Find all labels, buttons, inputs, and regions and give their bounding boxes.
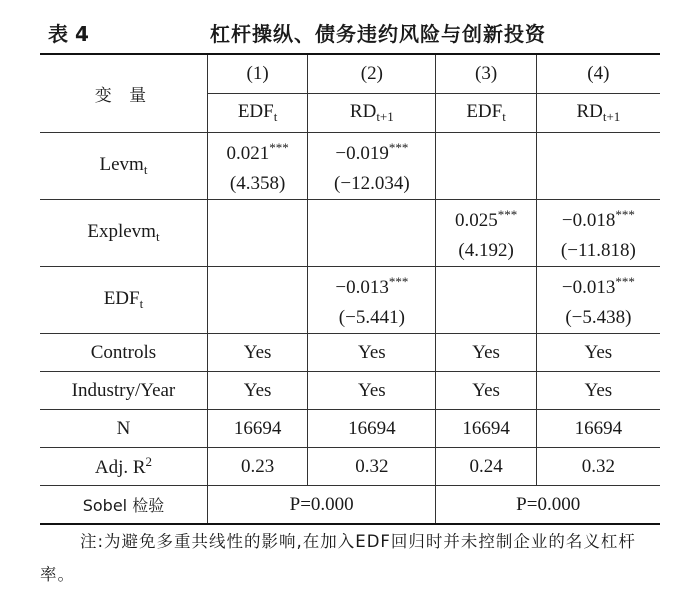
row-label: N [40,410,207,448]
table-cell: P=0.000 [436,486,660,525]
t-statistic: (−5.438) [565,307,632,328]
table-cell: Yes [207,334,307,372]
coefficient: 0.021 [226,143,270,164]
row-label [40,133,207,200]
column-number: (3) [436,54,536,94]
coefficient: 0.025 [454,210,498,231]
coef-cell [436,200,536,267]
label-base: Levm [99,154,144,175]
coef-cell [207,133,307,200]
var-base: EDF [237,101,274,122]
n-row [40,410,660,448]
table-caption [40,18,660,48]
coefficient: −0.013 [335,277,389,298]
dependent-variable [308,94,436,133]
table-cell: P=0.000 [207,486,435,525]
industry-year-row [40,372,660,410]
table-cell: Yes [436,334,536,372]
column-number: (4) [536,54,660,94]
significance-stars: *** [497,207,518,222]
row-label [40,267,207,334]
column-number-row [40,54,660,94]
dependent-variable [436,94,536,133]
var-sub: t+1 [602,109,621,124]
row-label [40,200,207,267]
table-number: 表 4 [48,22,89,46]
sobel-row [40,486,660,525]
table-cell: 16694 [436,410,536,448]
t-statistic: (−12.034) [334,173,410,194]
table-cell: 16694 [308,410,436,448]
table-cell: Yes [536,334,660,372]
label-base: Explevm [87,221,156,242]
significance-stars: *** [388,140,409,155]
controls-row [40,334,660,372]
dependent-variable [536,94,660,133]
coef-cell-empty [536,133,660,200]
significance-stars: *** [615,274,635,289]
var-base: RD [576,101,603,122]
table-title: 杠杆操纵、债务违约风险与创新投资 [210,22,546,46]
coef-cell-empty [207,200,307,267]
coef-cell-empty [207,267,307,334]
table-cell: Yes [536,372,660,410]
dependent-variable [207,94,307,133]
table-cell: 16694 [536,410,660,448]
coef-cell [308,267,436,334]
row-label [40,448,207,486]
table-cell: 0.32 [536,448,660,486]
coef-cell [308,133,436,200]
coefficient: −0.013 [561,277,616,298]
adj-r2-row [40,448,660,486]
table-cell: 0.24 [436,448,536,486]
label-sub: t [139,296,144,311]
var-base: EDF [466,101,503,122]
coef-cell-empty [436,267,536,334]
var-sub: t+1 [376,109,394,124]
coef-row-edf [40,267,660,334]
coef-cell-empty [436,133,536,200]
table-cell: Yes [308,334,436,372]
label-sub: t [143,162,148,177]
table-cell: Yes [207,372,307,410]
coefficient: −0.019 [335,143,389,164]
table-cell: 0.32 [308,448,436,486]
label-sup: 2 [145,454,153,469]
row-label: Controls [40,334,207,372]
t-statistic: (4.358) [229,173,286,194]
label-base: EDF [103,288,140,309]
t-statistic: (−11.818) [560,240,636,261]
table-note: 注:为避免多重共线性的影响,在加入EDF回归时并未控制企业的名义杠杆率。 [40,532,636,584]
variable-header-cell [40,54,207,133]
var-base: RD [349,101,377,122]
label-sub: t [155,229,160,244]
column-number: (2) [308,54,436,94]
coef-cell-empty [308,200,436,267]
t-statistic: (−5.441) [338,307,405,328]
table-cell: Yes [308,372,436,410]
var-sub: t [273,109,278,124]
row-label: Industry/Year [40,372,207,410]
table-cell: Yes [436,372,536,410]
label-base: Adj. R [94,457,146,478]
significance-stars: *** [615,207,635,222]
coef-row-explevm [40,200,660,267]
significance-stars: *** [388,274,409,289]
t-statistic: (4.192) [458,240,514,261]
coef-cell [536,200,660,267]
column-number: (1) [207,54,307,94]
coef-cell [536,267,660,334]
table-cell: 0.23 [207,448,307,486]
significance-stars: *** [269,140,289,155]
table-cell: 16694 [207,410,307,448]
sobel-label: Sobel 检验 [82,495,165,515]
row-label [40,486,207,525]
coefficient: −0.018 [561,210,616,231]
variable-header: 变 量 [94,85,153,106]
var-sub: t [502,109,506,124]
coef-row-levm [40,133,660,200]
regression-table [40,53,660,525]
